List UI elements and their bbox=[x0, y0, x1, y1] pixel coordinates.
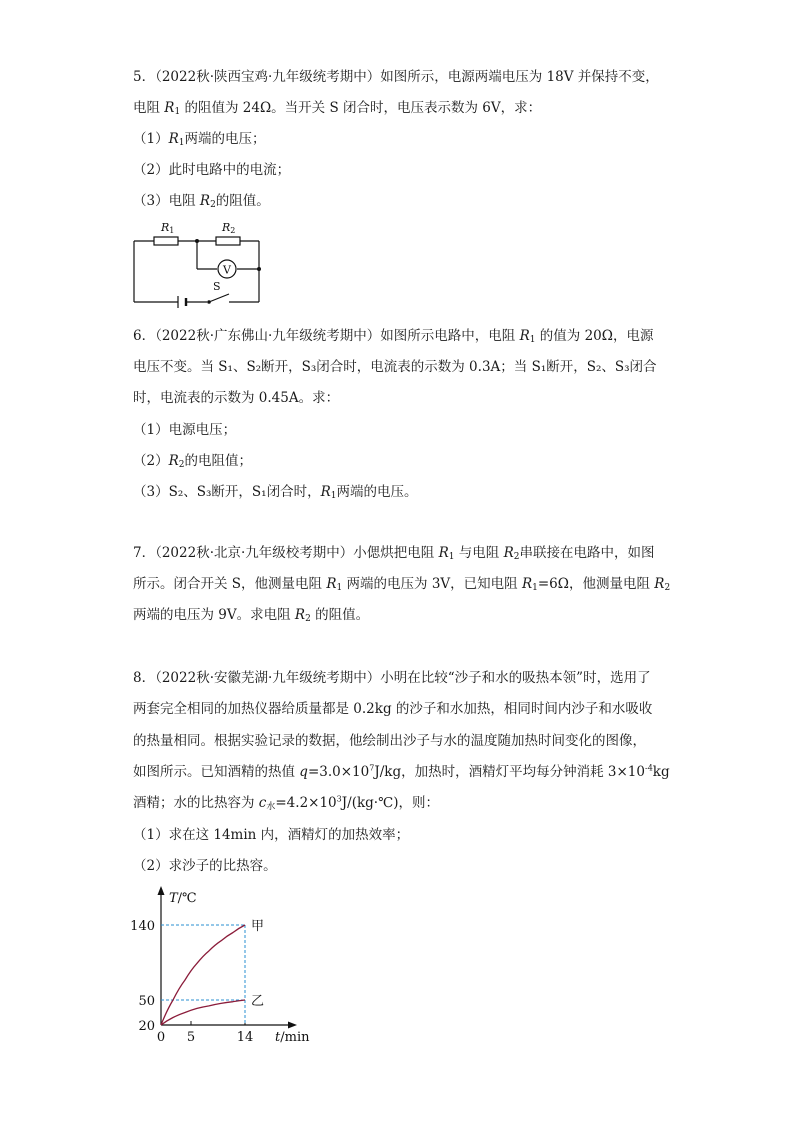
q6-line1: 6．（2022秋·广东佛山·九年级统考期中）如图所示电路中，电阻 $R_1$ 的值为 20Ω，电源 bbox=[133, 328, 654, 345]
junction-dot bbox=[257, 267, 261, 271]
q6-sub1: （1）电源电压； bbox=[133, 422, 237, 438]
q8-sub1: （1）求在这 14min 内，酒精灯的加热效率； bbox=[133, 827, 410, 843]
q6-sub2: $(2)R_2$的电阻值； bbox=[133, 453, 252, 470]
series-label: 甲 bbox=[251, 919, 265, 934]
q8-line5: 酒精；水的比热容为 $c_水=4.2\times 10^3J/(kg\cdot℃)$，则： bbox=[133, 794, 439, 812]
x-tick-label: 14 bbox=[236, 1030, 254, 1045]
q7-line2: 所示。闭合开关 S，他测量电阻 $R_1$ 两端的电压为 3V，已知电阻 $R_1=6\Omega$，他测量电阻 $R_2$ bbox=[133, 576, 671, 593]
r2-label: R2 bbox=[222, 221, 236, 235]
y-axis-arrow bbox=[158, 886, 165, 895]
y-tick-label: 50 bbox=[138, 994, 155, 1009]
q6-line2: 电压不变。当 S₁、S₂断开，S₃闭合时，电流表的示数为 0.3A；当 S₁断开，S₂、S₃闭合 bbox=[133, 359, 657, 375]
q5-sub3: （3）电阻 $R_2$的阻值。 bbox=[133, 193, 270, 210]
q5-line2: 电阻 $R_1$ 的阻值为 24Ω。当开关 S 闭合时，电压表示数为 6V，求： bbox=[133, 100, 542, 117]
voltmeter-label: V bbox=[223, 263, 231, 277]
x-axis-arrow bbox=[288, 1022, 297, 1029]
q6-line3: 时，电流表的示数为 0.45A。求： bbox=[133, 390, 340, 406]
q5-circuit-diagram bbox=[125, 216, 275, 308]
r1-label: R1 bbox=[161, 221, 175, 235]
y-axis-label: T/℃ bbox=[169, 891, 197, 906]
q5-line1: 5．（2022秋·陕西宝鸡·九年级统考期中）如图所示，电源两端电压为 18V 并保持不变， bbox=[133, 69, 659, 85]
temperature-time-chart bbox=[125, 880, 325, 1050]
q7-line1: 7．（2022秋·北京·九年级校考期中）小偲烘把电阻 $R_1$ 与电阻 $R_2$串联接在电路中，如图 bbox=[133, 545, 655, 562]
q5-sub2: （2）此时电路中的电流； bbox=[133, 162, 291, 178]
junction-dot bbox=[195, 239, 199, 243]
q5-sub1: $(1)R_1$两端的电压； bbox=[133, 131, 266, 148]
series-line-yi bbox=[161, 1000, 245, 1025]
q8-sub2: （2）求沙子的比热容。 bbox=[133, 858, 277, 874]
x-tick-label: 5 bbox=[186, 1030, 196, 1045]
switch-symbol bbox=[209, 294, 229, 302]
q6-sub3: （3）S₂、S₃断开，S₁闭合时，$R_1$两端的电压。 bbox=[133, 484, 418, 501]
switch-label: S bbox=[213, 280, 221, 293]
y-tick-label: 20 bbox=[138, 1019, 155, 1034]
q8-line2: 两套完全相同的加热仪器给质量都是 0.2kg 的沙子和水加热，相同时间内沙子和水吸收 bbox=[133, 701, 653, 717]
q8-line4: 如图所示。已知酒精的热值 $q=3.0\times 10^7J/kg$，加热时，酒精灯平均每分钟消耗 $3\times 10^{-4}kg$ bbox=[133, 763, 670, 780]
resistor-r2-symbol bbox=[216, 237, 240, 245]
series-line-jia bbox=[161, 925, 245, 1025]
x-tick-label: 0 bbox=[156, 1030, 166, 1045]
x-axis-label: t/min bbox=[275, 1030, 310, 1045]
y-tick-label: 140 bbox=[130, 919, 155, 934]
resistor-r1-symbol bbox=[154, 237, 178, 245]
series-label: 乙 bbox=[251, 994, 265, 1009]
q7-line3: 两端的电压为 9V。求电阻 $R_2$ 的阻值。 bbox=[133, 607, 370, 624]
q8-line1: 8．（2022秋·安徽芜湖·九年级统考期中）小明在比较“沙子和水的吸热本领”时，选用了 bbox=[133, 670, 651, 686]
q8-line3: 的热量相同。根据实验记录的数据，他绘制出沙子与水的温度随加热时间变化的图像， bbox=[133, 733, 646, 749]
